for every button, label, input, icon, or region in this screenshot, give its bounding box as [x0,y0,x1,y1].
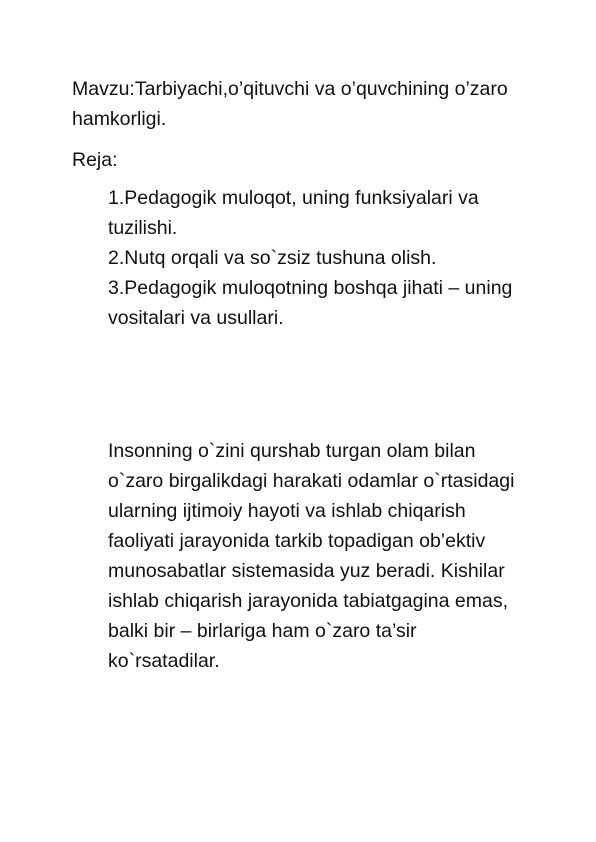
plan-item: 2.Nutq orqali va so`zsiz tushuna olish. [108,247,437,269]
plan-item: 3.Pedagogik muloqotning boshqa jihati – uning vositalari va usullari. [108,277,513,329]
plan-list [108,183,528,333]
plan-item: 1.Pedagogik muloqot, uning funksiyalari va tuzilishi. [108,187,479,239]
plan-heading: Reja: [72,149,118,171]
topic-title: Mavzu:Tarbiyachi,o’qituvchi va o’quvchining o’zaro hamkorligi. [72,78,508,130]
body-paragraph: Insonning o`zini qurshab turgan olam bilan o`zaro birgalikdagi harakati odamlar o`rtasidagi ularning ijtimoiy hayoti va ishlab chiqarish faoliyati jarayonida tarkib topadigan ob’ektiv munosabatlar sistemasida yuz beradi. Kishilar ishlab chiqarish jarayonida tabiatgagina emas, balki bir – birlariga ham o`zaro ta’sir ko`rsatadilar. [108,440,515,672]
